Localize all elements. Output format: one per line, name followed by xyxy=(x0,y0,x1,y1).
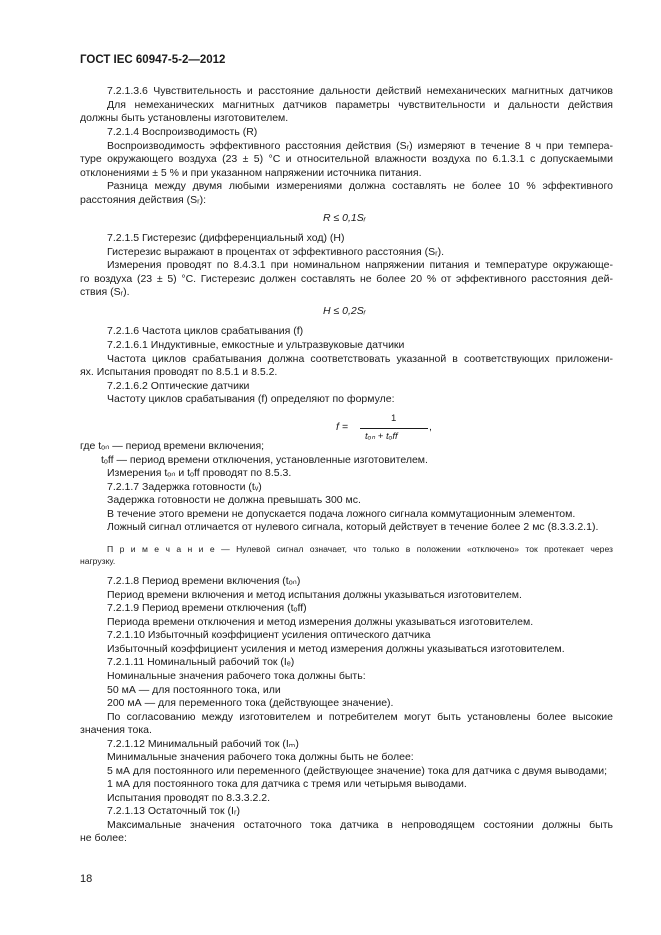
section-heading: 7.2.1.6.2 Оптические датчики xyxy=(107,380,250,392)
text-line: В течение этого времени не допускается подача ложного сигнала коммутационным элементом. xyxy=(107,508,576,520)
fraction-bar xyxy=(360,428,428,429)
text-line: Ложный сигнал отличается от нулевого сигнала, который действует в течение более 2 мс (8.3.3.2.1). xyxy=(107,521,599,533)
text-line: Минимальные значения рабочего тока должны быть не более: xyxy=(107,751,414,763)
text-line: где tₒₙ — период времени включения; xyxy=(80,440,265,452)
text-line: должны быть установлены изготовителем. xyxy=(80,112,289,124)
section-heading: 7.2.1.10 Избыточный коэффициент усиления оптического датчика xyxy=(107,629,431,641)
section-heading: 7.2.1.9 Период времени отключения (tₒff) xyxy=(107,602,307,614)
note-line: нагрузку. xyxy=(80,556,116,566)
note-line: П р и м е ч а н и е — Нулевой сигнал означает, что только в положении «отключено» ток протекает через xyxy=(107,544,613,554)
text-line: 50 мА — для постоянного тока, или xyxy=(107,684,281,696)
text-line: туре окружающего воздуха (23 ± 5) °С и относительной влажности воздуха по 6.1.3.1 с допускаемыми xyxy=(80,153,613,165)
text-line: 5 мА для постоянного или переменного (действующее значение) тока для датчика с двумя выводами; xyxy=(107,765,607,777)
text-line: отклонениями ± 5 % и при указанном напряжении источника питания. xyxy=(80,167,422,179)
text-line: tₒff — период времени отключения, установленные изготовителем. xyxy=(101,454,428,466)
formula-reproducibility: R ≤ 0,1Sᵣ xyxy=(323,212,366,224)
formula-frequency-denominator: tₒₙ + tₒff xyxy=(365,431,398,442)
text-line: ствия (Sᵣ). xyxy=(80,286,130,298)
formula-hysteresis: H ≤ 0,2Sᵣ xyxy=(323,305,366,317)
text-line: По согласованию между изготовителем и потребителем могут быть установлены более высокие xyxy=(107,711,613,723)
text-line: Периода времени отключения и метод измерения должны указываться изготовителем. xyxy=(107,616,534,628)
text-line: ях. Испытания проводят по 8.5.1 и 8.5.2. xyxy=(80,366,278,378)
page-number: 18 xyxy=(80,873,93,885)
text-line: Испытания проводят по 8.3.3.2.2. xyxy=(107,792,271,804)
section-heading: 7.2.1.5 Гистерезис (дифференциальный ход) (Н) xyxy=(107,232,345,244)
text-line: Измерения проводят по 8.4.3.1 при номинальном напряжении питания и температуре окружающе- xyxy=(107,259,613,271)
section-heading: 7.2.1.11 Номинальный рабочий ток (Iₑ) xyxy=(107,656,295,668)
text-line: 7.2.1.3.6 Чувствительность и расстояние дальности действий немеханических магнитных датчиков xyxy=(107,85,613,97)
section-heading: 7.2.1.8 Период времени включения (tₒₙ) xyxy=(107,575,301,587)
text-line: 1 мА для постоянного тока для датчика с тремя или четырьмя выводами. xyxy=(107,778,467,790)
text-line: Частоту циклов срабатывания (f) определяют по формуле: xyxy=(107,393,395,405)
formula-frequency xyxy=(336,413,456,443)
document-page xyxy=(80,0,613,935)
formula-frequency-numerator: 1 xyxy=(391,413,397,424)
text-line: 200 мА — для переменного тока (действующее значение). xyxy=(107,697,394,709)
section-heading: 7.2.1.4 Воспроизводимость (R) xyxy=(107,126,258,138)
text-line: Максимальные значения остаточного тока датчика в непроводящем состоянии должны быть xyxy=(107,819,613,831)
formula-frequency-lhs: f = xyxy=(336,421,348,433)
text-line: Задержка готовности не должна превышать 300 мс. xyxy=(107,494,361,506)
section-heading: 7.2.1.6 Частота циклов срабатывания (f) xyxy=(107,325,304,337)
section-heading: 7.2.1.12 Минимальный рабочий ток (Iₘ) xyxy=(107,738,299,750)
text-line: Номинальные значения рабочего тока должны быть: xyxy=(107,670,366,682)
text-line: не более: xyxy=(80,832,127,844)
text-line: расстояния действия (Sᵣ): xyxy=(80,194,207,206)
section-heading: 7.2.1.13 Остаточный ток (Iᵣ) xyxy=(107,805,240,817)
text-line: Гистерезис выражают в процентах от эффективного расстояния (Sᵣ). xyxy=(107,246,445,258)
formula-frequency-comma: , xyxy=(429,421,432,433)
text-line: значения тока. xyxy=(80,724,152,736)
text-line: Измерения tₒₙ и tₒff проводят по 8.5.3. xyxy=(107,467,292,479)
section-heading: 7.2.1.6.1 Индуктивные, емкостные и ультразвуковые датчики xyxy=(107,339,405,351)
text-line: Для немеханических магнитных датчиков параметры чувствительности и дальности действия xyxy=(107,99,613,111)
document-header: ГОСТ IEC 60947-5-2—2012 xyxy=(80,54,226,66)
text-line: Период времени включения и метод испытания должны указываться изготовителем. xyxy=(107,589,522,601)
text-line: Частота циклов срабатывания должна соответствовать указанной в соответствующих приложени- xyxy=(107,353,613,365)
text-line: Воспроизводимость эффективного расстояния действия (Sᵣ) измеряют в течение 8 ч при темпера- xyxy=(107,140,613,152)
text-line: Разница между двумя любыми измерениями должна составлять не более 10 % эффективного xyxy=(107,180,613,192)
text-line: Избыточный коэффициент усиления и метод измерения должны указываться изготовителем. xyxy=(107,643,565,655)
text-line: го воздуха (23 ± 5) °С. Гистерезис должен составлять не более 20 % от эффективного расстояния дей- xyxy=(80,273,613,285)
section-heading: 7.2.1.7 Задержка готовности (tᵥ) xyxy=(107,481,262,493)
